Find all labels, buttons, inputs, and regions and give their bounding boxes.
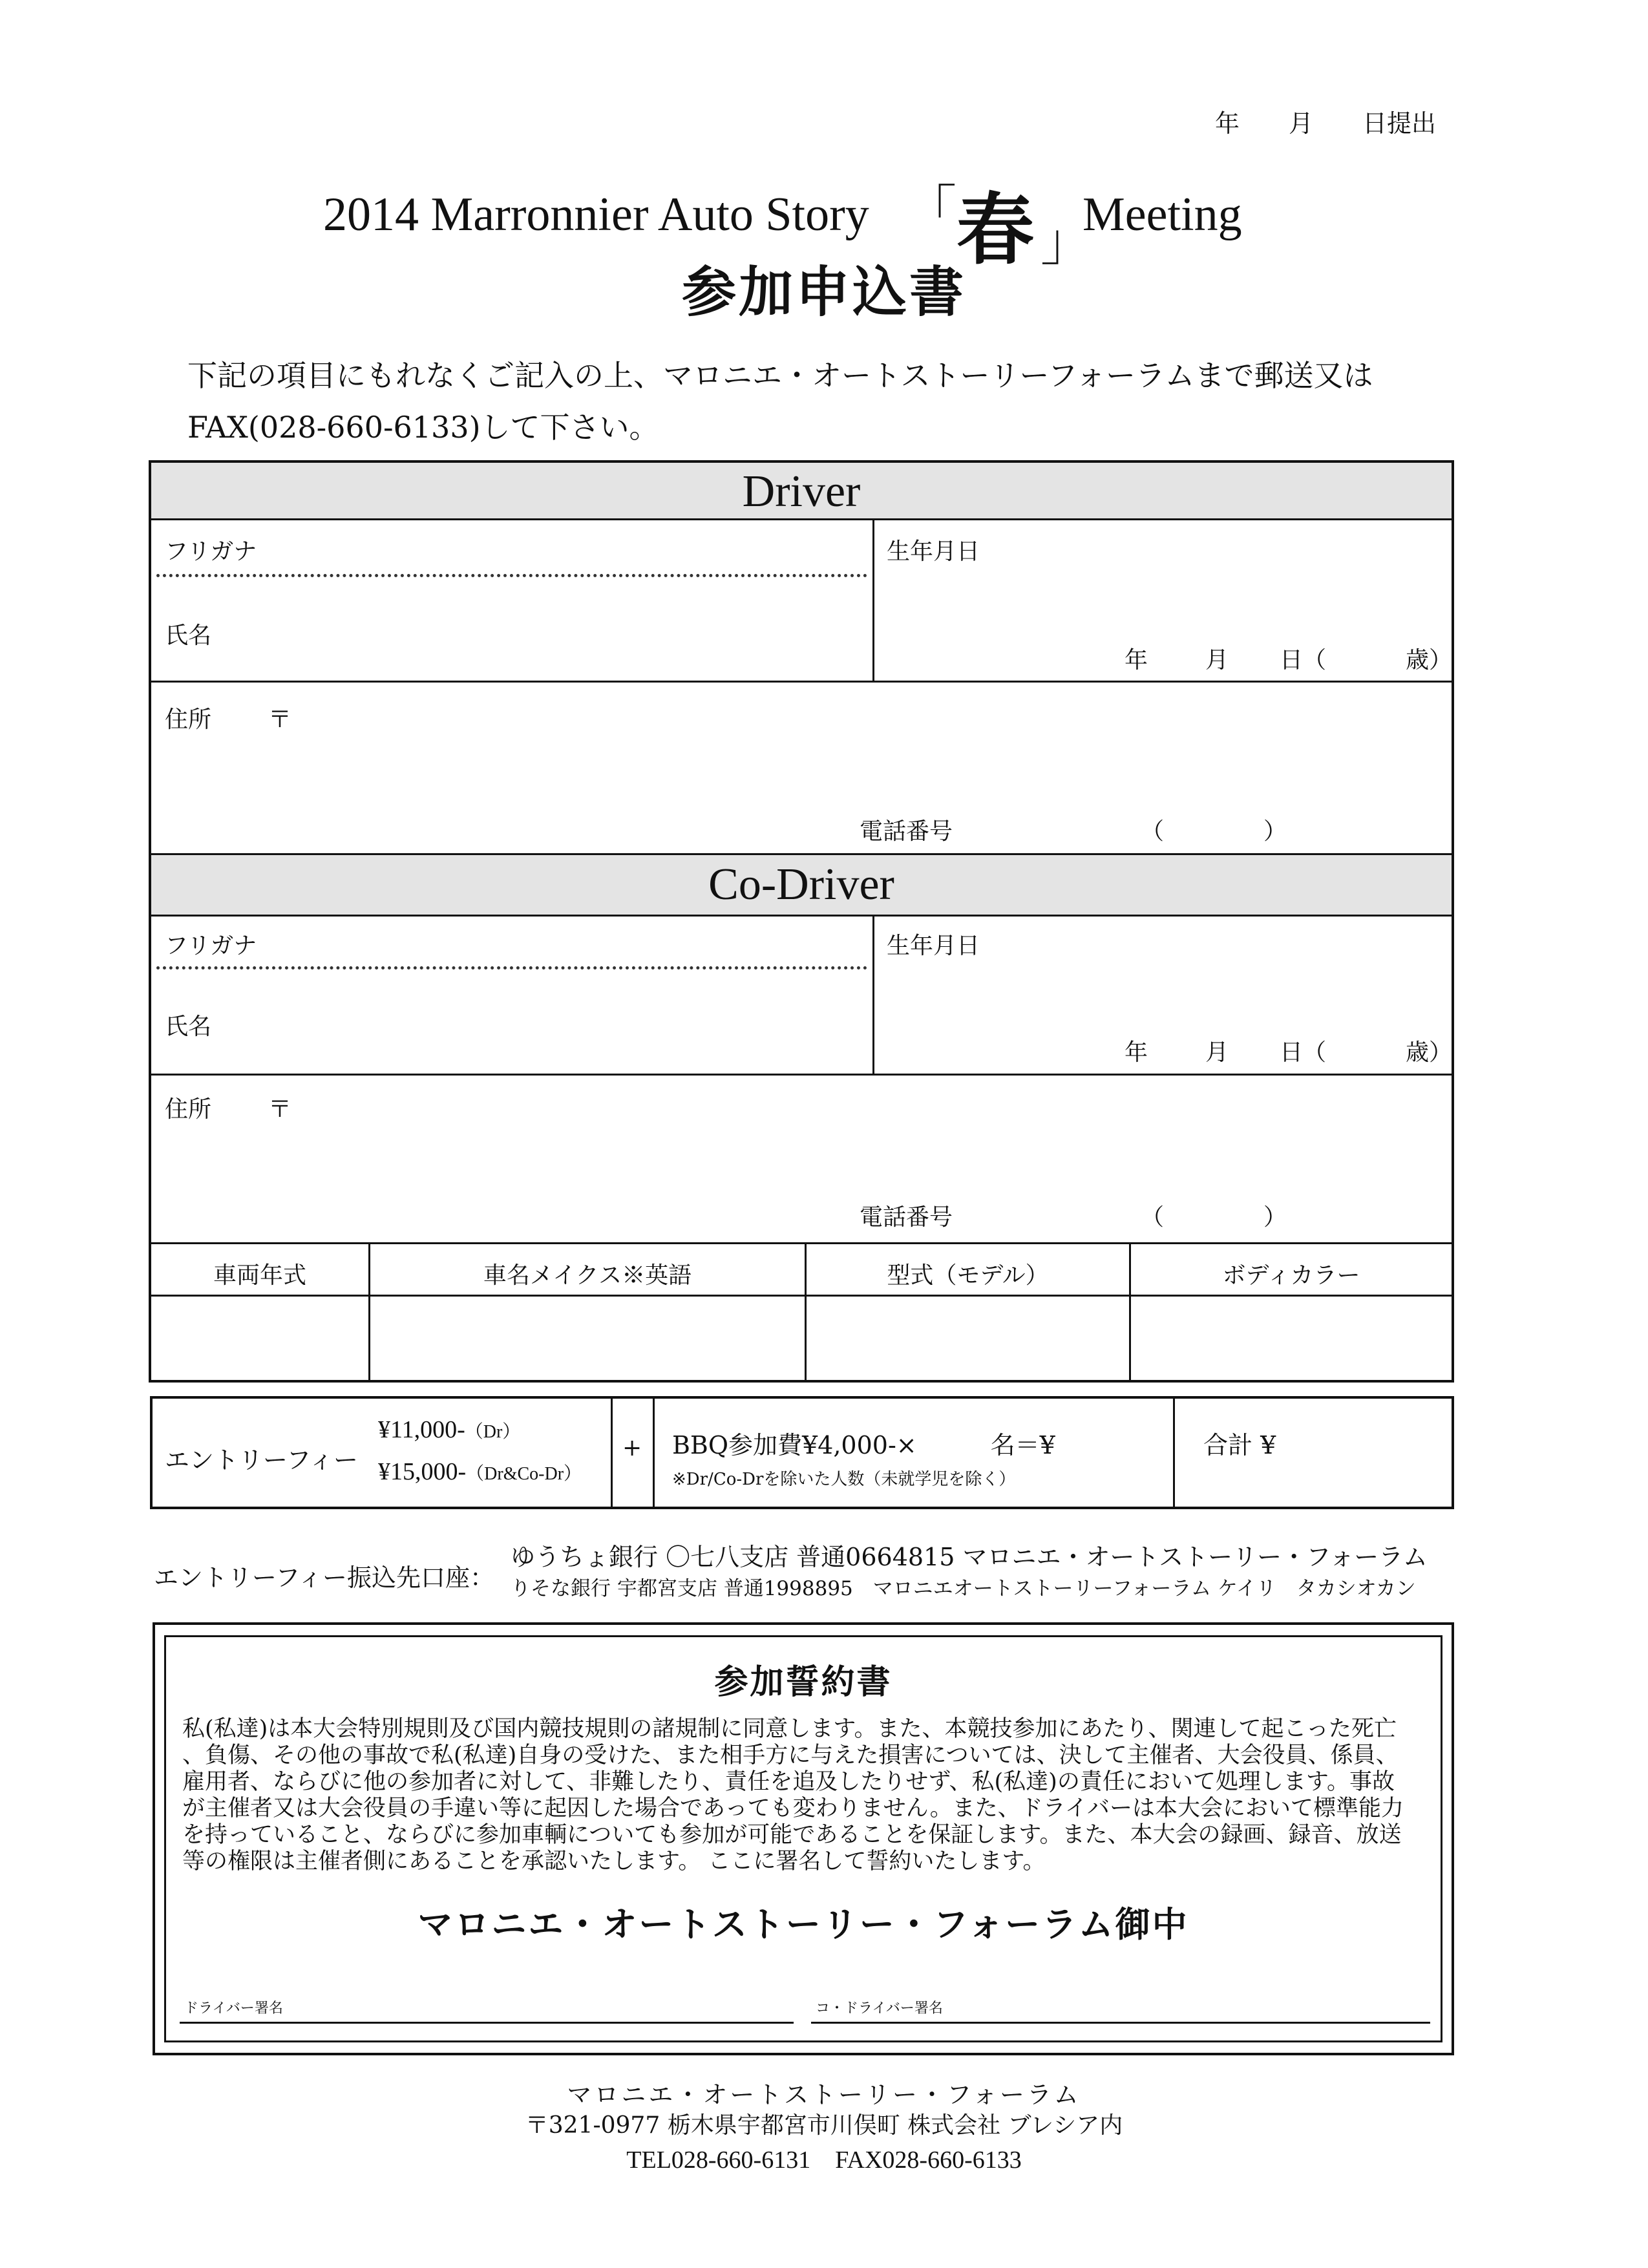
driver-row-divider — [151, 681, 1452, 683]
codriver-signature-label: コ・ドライバー署名 — [816, 2000, 943, 2017]
driver-signature-line[interactable] — [180, 2022, 794, 2024]
fee-divider-2 — [653, 1399, 655, 1507]
driver-signature-label: ドライバー署名 — [184, 2000, 283, 2017]
title-bracket-open: 「 — [905, 182, 956, 239]
title-season: 春 — [956, 187, 1034, 273]
codriver-address-label: 住所 — [165, 1096, 212, 1123]
fee-driver-codriver — [378, 1457, 582, 1486]
codriver-furigana-label: フリガナ — [165, 933, 257, 959]
pledge-line-4: が主催者又は大会役員の手違い等に起因した場合であっても変わりません。また、ドライバーは本大会において標準能力 — [182, 1796, 1404, 1821]
entry-fee-label: エントリーフィー — [165, 1446, 359, 1474]
vehicle-col-make: 車名メイクス※英語 — [483, 1262, 692, 1289]
bbq-fee-note: ※Dr/Co-Drを除いた人数（未就学児を除く） — [672, 1470, 1016, 1489]
driver-birthdate-label: 生年月日 — [887, 538, 980, 565]
codriver-postal-mark: 〒 — [268, 1096, 292, 1123]
fee-driver-note: （Dr） — [465, 1422, 521, 1442]
driver-heading: Driver — [742, 467, 861, 516]
submit-date: 年 月 日提出 — [1215, 109, 1437, 138]
codriver-date-age: 歳） — [1406, 1039, 1453, 1066]
vehicle-col-color: ボディカラー — [1222, 1262, 1360, 1289]
driver-phone-paren-close: ） — [1263, 818, 1287, 845]
codriver-name-label: 氏名 — [165, 1013, 212, 1040]
codriver-section-header — [151, 853, 1452, 917]
title-bracket-close: 」 — [1041, 215, 1092, 271]
footer-contact: TEL028-660-6131 FAX028-660-6133 — [626, 2146, 1022, 2174]
driver-postal-mark: 〒 — [268, 706, 292, 733]
fee-plus-sign: + — [622, 1435, 642, 1461]
vehicle-col-year: 車両年式 — [213, 1262, 306, 1289]
fee-drco-amount: ¥15,000- — [378, 1458, 467, 1485]
pledge-title: 参加誓約書 — [714, 1662, 893, 1702]
driver-date-year: 年 — [1125, 647, 1148, 673]
driver-phone-paren-open: （ — [1141, 818, 1165, 845]
vehicle-col-model: 型式（モデル） — [887, 1262, 1049, 1289]
bank-account-line-2: りそな銀行 宇都宮支店 普通1998895 マロニエオートストーリーフォーラム ケイリ タカシオカン — [511, 1577, 1416, 1600]
codriver-signature-line[interactable] — [811, 2022, 1430, 2024]
intro-line-1: 下記の項目にもれなくご記入の上、マロニエ・オートストーリーフォーラムまで郵送又は — [187, 358, 1373, 393]
codriver-name-divider — [872, 917, 874, 1075]
codriver-date-year: 年 — [1125, 1039, 1148, 1066]
driver-date-day: 日（ — [1280, 647, 1327, 673]
title-en-part2: Meeting — [1083, 188, 1242, 241]
vehicle-make-cell[interactable] — [370, 1297, 805, 1381]
driver-phone-label: 電話番号 — [860, 818, 953, 845]
codriver-furigana-divider — [156, 966, 867, 970]
vehicle-color-cell[interactable] — [1131, 1297, 1452, 1381]
pledge-line-3: 雇用者、ならびに他の参加者に対して、非難したり、責任を追及したりせず、私(私達)の責任において処理します。事故 — [182, 1769, 1395, 1795]
page-title: 参加申込書 — [681, 260, 966, 324]
pledge-line-1: 私(私達)は本大会特別規則及び国内競技規則の諸規制に同意します。また、本競技参加にあたり、関連して起こった死亡 — [182, 1716, 1397, 1742]
driver-furigana-label: フリガナ — [165, 538, 257, 565]
codriver-heading: Co-Driver — [708, 860, 894, 909]
driver-name-label: 氏名 — [165, 622, 212, 649]
fee-driver-only — [378, 1415, 520, 1444]
footer-address: 〒321-0977 栃木県宇都宮市川俣町 株式会社 ブレシア内 — [525, 2112, 1123, 2139]
fee-divider-1 — [611, 1399, 613, 1507]
vehicle-header-top — [151, 1242, 1452, 1244]
codriver-phone-paren-open: （ — [1141, 1204, 1165, 1231]
codriver-date-month: 月 — [1205, 1039, 1229, 1066]
footer-org: マロニエ・オートストーリー・フォーラム — [567, 2081, 1081, 2109]
codriver-phone-label: 電話番号 — [860, 1204, 953, 1231]
fee-driver-amount: ¥11,000- — [378, 1416, 465, 1443]
pledge-body — [182, 1716, 1404, 1875]
bank-account-line-1: ゆうちょ銀行 〇七八支店 普通0664815 マロニエ・オートストーリー・フォーラム — [511, 1543, 1428, 1571]
codriver-row-divider — [151, 1074, 1452, 1076]
bank-account-label: エントリーフィー振込先口座： — [154, 1563, 495, 1592]
driver-furigana-divider — [156, 574, 867, 577]
codriver-birthdate-label: 生年月日 — [887, 933, 980, 959]
title-en-part1: 2014 Marronnier Auto Story — [323, 188, 869, 241]
driver-address-label: 住所 — [165, 706, 212, 733]
total-label: 合計 ¥ — [1203, 1431, 1276, 1459]
pledge-line-6: 等の権限は主催者側にあることを承認いたします。 ここに署名して誓約いたします。 — [182, 1849, 1046, 1874]
vehicle-model-cell[interactable] — [807, 1297, 1129, 1381]
fee-divider-3 — [1173, 1399, 1175, 1507]
driver-date-age: 歳） — [1406, 647, 1453, 673]
driver-date-month: 月 — [1205, 647, 1229, 673]
driver-section-header — [151, 463, 1452, 520]
codriver-phone-paren-close: ） — [1263, 1204, 1287, 1231]
intro-line-2: FAX(028-660-6133)して下さい。 — [187, 410, 659, 445]
pledge-line-5: を持っていること、ならびに参加車輌についても参加が可能であることを保証します。また、本大会の録画、録音、放送 — [182, 1822, 1402, 1848]
fee-drco-note: （Dr&Co-Dr） — [466, 1464, 582, 1484]
bbq-fee-label: BBQ参加費¥4,000-× 名＝¥ — [672, 1431, 1055, 1459]
driver-name-divider — [872, 520, 874, 682]
pledge-addressee: マロニエ・オートストーリー・フォーラム御中 — [417, 1903, 1189, 1945]
pledge-line-2: 、負傷、その他の事故で私(私達)自身の受けた、また相手方に与えた損害については、決して主催者、大会役員、係員、 — [182, 1743, 1399, 1768]
vehicle-year-cell[interactable] — [151, 1297, 368, 1381]
codriver-date-day: 日（ — [1280, 1039, 1327, 1066]
